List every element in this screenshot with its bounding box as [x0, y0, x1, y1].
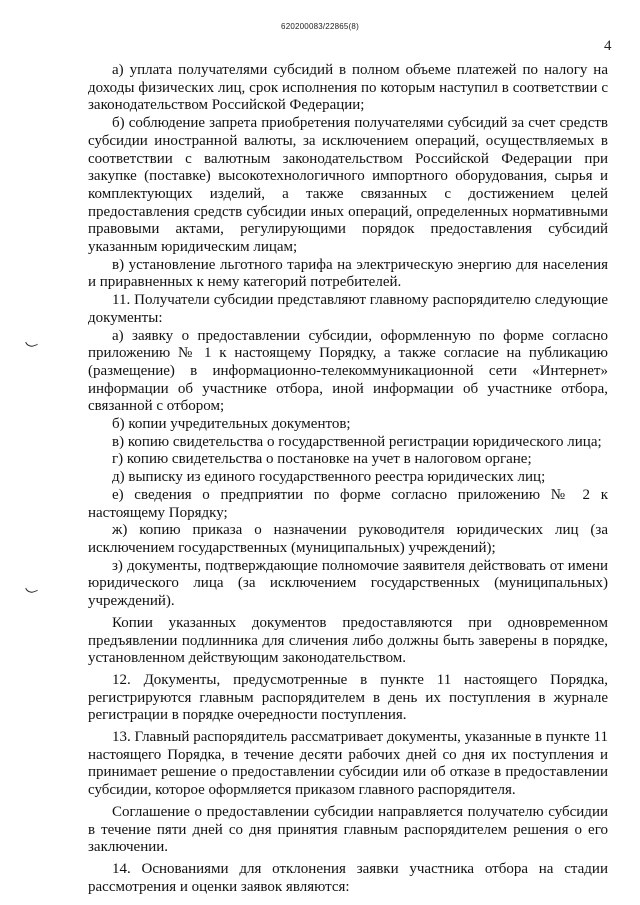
paragraph: д) выписку из единого государственного реестра юридических лиц;: [112, 469, 546, 486]
paragraph: ж) копию приказа о назначении руководителя юридических лиц (за исключением государственных (муниципальных) учреждений);: [88, 522, 608, 556]
paragraph: 12. Документы, предусмотренные в пункте 11 настоящего Порядка, регистрируются главным распорядителем в день их поступления в журнале регистрации в порядке очередности поступления.: [88, 671, 608, 724]
document-body: [88, 62, 608, 896]
paragraph: з) документы, подтверждающие полномочие заявителя действовать от имени юридического лица (за исключением государственных (муниципальных) учреждений).: [88, 557, 608, 610]
paragraph: Копии указанных документов предоставляются при одновременном предъявлении подлинника для сличения либо должны быть заверены в порядке, установленном действующим законодательством.: [88, 614, 608, 667]
paragraph: 11. Получатели субсидии представляют главному распорядителю следующие документы:: [88, 292, 608, 326]
paragraph: 14. Основаниями для отклонения заявки участника отбора на стадии рассмотрения и оценки заявок являются:: [88, 860, 608, 895]
paragraph: б) копии учредительных документов;: [112, 416, 351, 433]
page-number: 4: [604, 38, 612, 54]
paragraph: б) соблюдение запрета приобретения получателями субсидий за счет средств субсидии иностранной валюты, за исключением операций, осуществляемых в соответствии с валютным законодательством Российской Федерации при закупке (поставке) высокотехнологичного импортного оборудования, сырья и комплектующих изделий, а также связанных с достижением целей предоставления средств субсидии иных операций, определенных нормативными правовыми актами, регулирующими порядок предоставления субсидий указанным юридическим лицам;: [88, 115, 608, 256]
paragraph: Соглашение о предоставлении субсидии направляется получателю субсидии в течение пяти дней со дня принятия главным распорядителем решения о его заключении.: [88, 803, 608, 856]
document-id: 620200083/22865(8): [281, 22, 359, 31]
paragraph: а) заявку о предоставлении субсидии, оформленную по форме согласно приложению № 1 к настоящему Порядку, а также согласие на публикацию (размещение) в информационно-телекоммуникационной сети «Интернет» информации об участнике отбора, иной информации об участнике отбора, связанной с отбором;: [88, 327, 608, 415]
paragraph: в) копию свидетельства о государственной регистрации юридического лица;: [112, 433, 602, 450]
paragraph: е) сведения о предприятии по форме согласно приложению № 2 к настоящему Порядку;: [88, 486, 608, 521]
paragraph: г) копию свидетельства о постановке на учет в налоговом органе;: [112, 451, 532, 468]
paragraph: 13. Главный распорядитель рассматривает документы, указанные в пункте 11 настоящего Порядка, в течение десяти рабочих дней со дня их поступления и принимает решение о предоставлении субсидии или об отказе в предоставлении субсидии, которое оформляется приказом главного распорядителя.: [88, 729, 608, 799]
paragraph: в) установление льготного тарифа на электрическую энергию для населения и приравненных к нему категорий потребителей.: [88, 256, 608, 291]
paragraph: а) уплата получателями субсидий в полном объеме платежей по налогу на доходы физических лиц, срок исполнения по которым наступил в соответствии с законодательством Российской Федерации;: [88, 62, 608, 114]
margin-tick-mark: [25, 338, 38, 348]
margin-tick-mark: [25, 584, 38, 594]
